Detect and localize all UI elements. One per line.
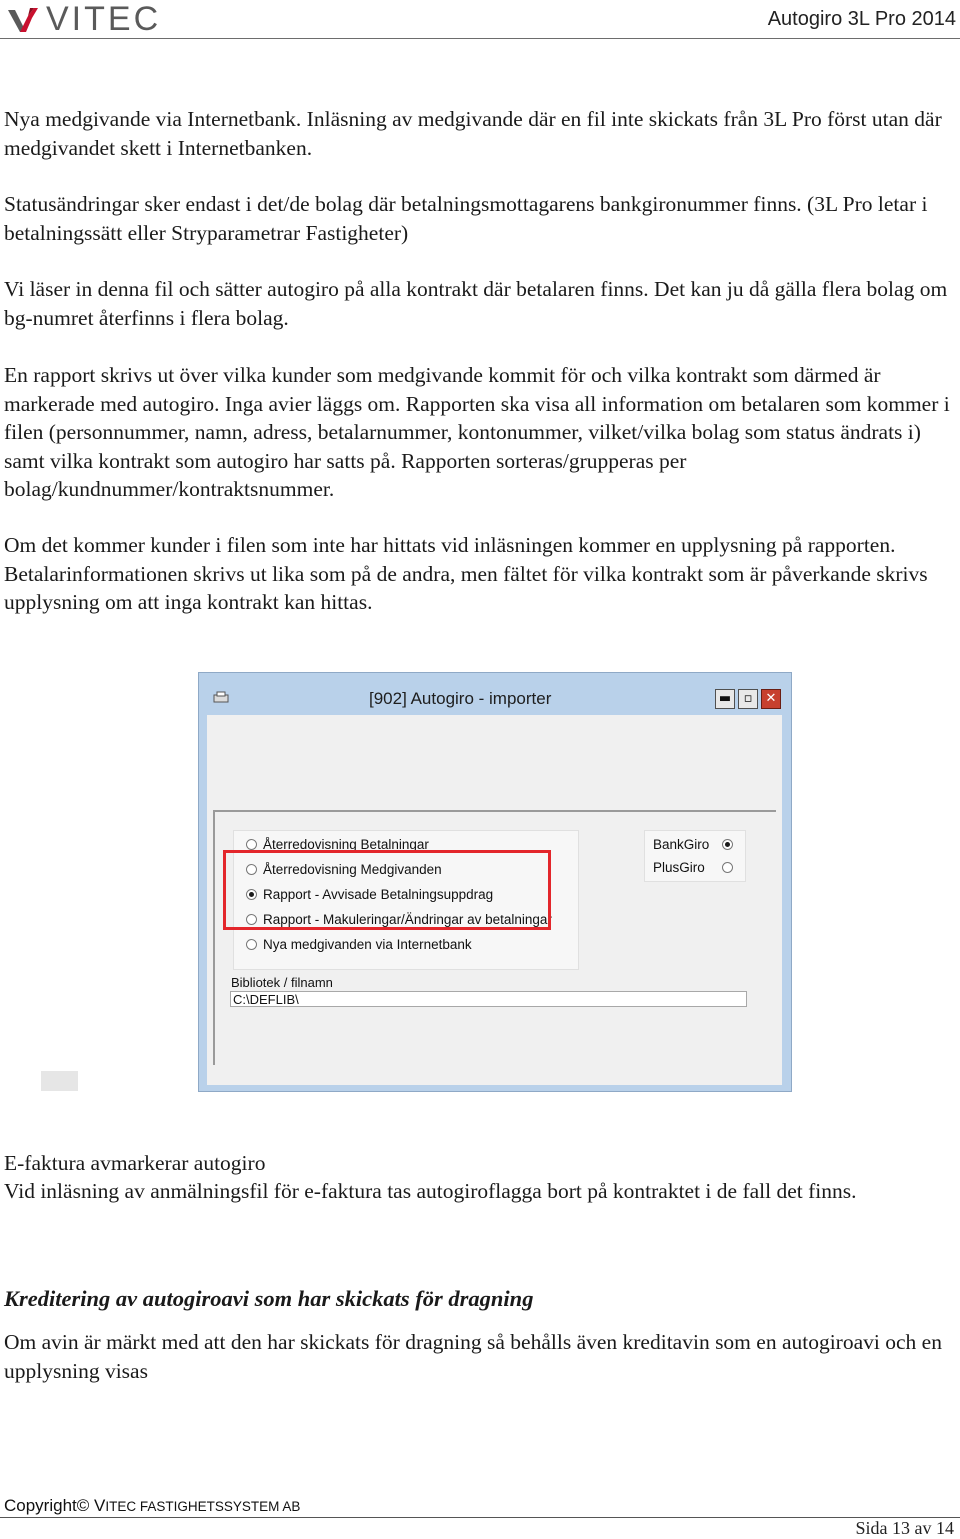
radio-button-selected[interactable] [722,839,733,850]
company-initial: V [94,1496,106,1515]
paragraph-read: Vi läser in denna fil och sätter autogiro på alla kontrakt där betalaren finns. Det kan ju då gälla flera bolag om bg-numret återfinns i flera bolag. [4,277,948,330]
option-nya-medgivanden[interactable] [246,933,472,955]
option-plusgiro[interactable] [653,857,745,877]
library-input[interactable]: C:\DEFLIB\ [230,991,747,1007]
dialog-titlebar [199,673,791,715]
option-label: Rapport - Makuleringar/Ändringar av betalningar [263,911,552,927]
dialog-client-area [207,715,782,1085]
close-button[interactable]: ✕ [761,689,781,709]
footer-copyright [4,1496,300,1516]
page-header [0,0,960,39]
minimize-button[interactable]: ▬ [715,689,735,709]
option-label: Återredovisning Betalningar [263,836,429,852]
autogiro-import-dialog [198,672,792,1092]
library-label: Bibliotek / filnamn [231,975,333,990]
printer-icon [213,691,229,703]
logo-text: VITEC [46,0,162,38]
radio-button[interactable] [722,862,733,873]
paragraph-intro: Nya medgivande via Internetbank. Inläsning av medgivande där en fil inte skickats från 3L Pro först utan där medgivandet skett i Internetbanken. [4,107,942,160]
paragraph-report: En rapport skrivs ut över vilka kunder som medgivande kommit för och vilka kontrakt som därmed är markerade med autogiro. Inga avier läggs om. Rapporten ska visa all information om betalaren som kommer i filen (personnummer, namn, adress, betalarnummer, kontonummer, vilket/vilka bolag som status ändrats i) samt vilka kontrakt som autogiro har satts på. Rapporten sorteras/grupperas per bolag/kundnummer/kontraktsnummer. [4,363,950,501]
dialog-title: [902] Autogiro - importer [369,689,552,708]
highlight-box [223,850,551,930]
image-artifact [41,1071,78,1091]
company-name: ITEC FASTIGHETSSYSTEM AB [105,1499,301,1514]
giro-type-panel [644,830,746,882]
option-label: Nya medgivanden via Internetbank [263,936,472,952]
option-label: PlusGiro [653,859,705,875]
radio-button[interactable] [246,939,257,950]
radio-button[interactable] [246,839,257,850]
footer-divider [0,1517,960,1518]
option-label: Återredovisning Medgivanden [263,861,442,877]
maximize-button[interactable]: ▫ [738,689,758,709]
efaktura-text: Vid inläsning av anmälningsfil för e-faktura tas autogiroflagga bort på kontraktet i de fall det finns. [4,1179,857,1203]
option-label: Rapport - Avvisade Betalningsuppdrag [263,886,494,902]
efaktura-title: E-faktura avmarkerar autogiro [4,1151,266,1175]
option-label: BankGiro [653,836,710,852]
option-bankgiro[interactable] [653,834,745,854]
document-title: Autogiro 3L Pro 2014 [767,8,956,30]
paragraph-status: Statusändringar sker endast i det/de bolag där betalningsmottagarens bankgironummer finns. (3L Pro letar i betalningssätt eller Stryparametrar Fastigheter) [4,192,928,245]
vitec-logo-mark-icon [6,4,40,34]
vitec-logo [6,2,161,36]
section-text: Om avin är märkt med att den har skickats för dragning så behålls även kreditavin som en autogiroavi och en upplysning visas [4,1330,942,1383]
paragraph-customers: Om det kommer kunder i filen som inte har hittats vid inläsningen kommer en upplysning på rapporten. Betalarinformationen skrivs ut lika som på de andra, men fältet för vilka kontrakt som är påverkande skrivs upplysning om att inga kontrakt kan hittas. [4,533,928,614]
page-number: Sida 13 av 14 [855,1518,954,1538]
copyright-label: Copyright© [4,1496,90,1515]
section-heading: Kreditering av autogiroavi som har skickats för dragning [4,1286,534,1311]
